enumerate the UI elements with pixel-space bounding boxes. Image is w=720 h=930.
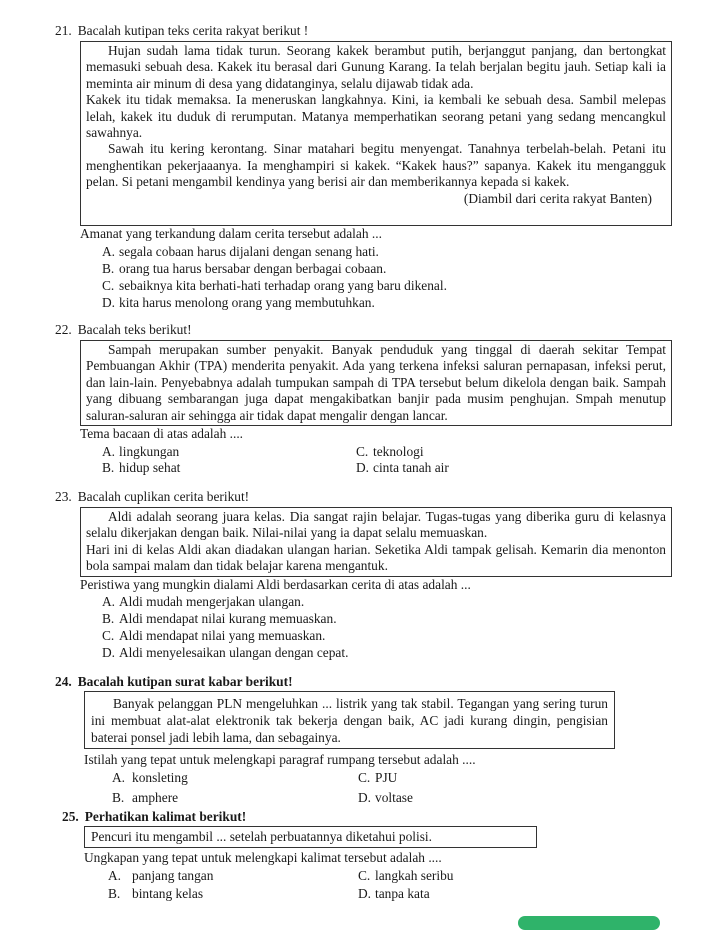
option-text: kita harus menolong orang yang membutuhkan. <box>119 295 375 310</box>
question-21-title <box>55 23 308 39</box>
option-c[interactable] <box>358 868 453 884</box>
question-21-stem: Amanat yang terkandung dalam cerita tersebut adalah ... <box>80 226 382 241</box>
option-letter: C. <box>356 444 369 459</box>
question-number: 21. <box>55 23 72 38</box>
option-text: Aldi mudah mengerjakan ulangan. <box>119 594 305 609</box>
option-text: sebaiknya kita berhati-hati terhadap orang yang baru dikenal. <box>119 278 447 293</box>
story-excerpt-box <box>80 41 672 226</box>
option-letter: B. <box>102 611 115 626</box>
option-text: konsleting <box>132 770 188 785</box>
option-letter: B. <box>108 886 121 901</box>
question-instruction: Bacalah kutipan surat kabar berikut! <box>77 674 293 689</box>
option-b[interactable] <box>108 886 203 902</box>
news-paragraph: Banyak pelanggan PLN mengeluhkan ... listrik yang tak stabil. Tegangan yang sering turun ini membuat alat-alat elektronik tak bekerja dengan baik, AC jadi kurang dingin, pengisian baterai ponsel jadi lebih lama, dan sebagainya. <box>91 696 608 745</box>
sentence-box <box>84 826 537 848</box>
news-excerpt-box <box>84 691 615 749</box>
option-b[interactable] <box>102 611 337 627</box>
option-letter: B. <box>112 790 125 805</box>
story-paragraph: Hujan sudah lama tidak turun. Seorang kakek berambut putih, berjanggut panjang, dan bertongkat memasuki sebuah desa. Kakek itu berasal dari Gunung Karang. Ia telah berjalan begitu jauh. Setiap kali ia meminta air minum di desa yang didatanginya, selalu dijawab tidak ada. <box>86 43 666 91</box>
option-c[interactable] <box>102 278 447 294</box>
question-23-stem: Peristiwa yang mungkin dialami Aldi berdasarkan cerita di atas adalah ... <box>80 577 471 592</box>
question-instruction: Bacalah cuplikan cerita berikut! <box>77 489 250 504</box>
option-letter: C. <box>358 770 371 785</box>
question-25-stem: Ungkapan yang tepat untuk melengkapi kalimat tersebut adalah .... <box>84 850 442 865</box>
option-c[interactable] <box>358 770 397 786</box>
option-letter: A. <box>102 444 116 459</box>
question-number: 23. <box>55 489 72 504</box>
option-a[interactable] <box>102 594 304 610</box>
option-letter: A. <box>108 868 122 883</box>
option-a[interactable] <box>102 444 179 460</box>
option-text: Aldi menyelesaikan ulangan dengan cepat. <box>119 645 349 660</box>
question-22-stem: Tema bacaan di atas adalah .... <box>80 426 244 441</box>
option-a[interactable] <box>112 770 188 786</box>
option-letter: B. <box>102 460 115 475</box>
option-text: segala cobaan harus dijalani dengan senang hati. <box>119 244 379 259</box>
option-d[interactable] <box>356 460 449 476</box>
question-24-title <box>55 674 293 690</box>
option-text: Aldi mendapat nilai yang memuaskan. <box>119 628 326 643</box>
story-paragraph: Hari ini di kelas Aldi akan diadakan ulangan harian. Seketika Aldi tampak gelisah. Kemarin dia menonton bola sampai malam dan tidak belajar karena mengantuk. <box>86 541 666 574</box>
footer-accent-bar <box>518 916 660 930</box>
option-text: bintang kelas <box>132 886 204 901</box>
question-22-title <box>55 322 192 338</box>
option-c[interactable] <box>356 444 424 460</box>
option-letter: D. <box>358 886 372 901</box>
question-25-title <box>62 809 246 825</box>
option-d[interactable] <box>102 295 375 311</box>
question-24-stem: Istilah yang tepat untuk melengkapi paragraf rumpang tersebut adalah .... <box>84 752 476 767</box>
option-letter: C. <box>102 628 115 643</box>
story-excerpt-box <box>80 507 672 577</box>
option-letter: D. <box>358 790 372 805</box>
option-text: cinta tanah air <box>373 460 449 475</box>
question-number: 24. <box>55 674 72 689</box>
option-text: panjang tangan <box>132 868 214 883</box>
story-paragraph: Sawah itu kering kerontang. Sinar matahari begitu menyengat. Tanahnya terbelah-belah. Petani itu menghentikan pekerjaaanya. Ia menghampiri si kakek. “Kakek haus?” sapanya. Kakek itu mengangguk pelan. Si petani mengambil kendinya yang berisi air dan memberikannya kepada si kakek. <box>86 141 666 190</box>
option-text: teknologi <box>373 444 424 459</box>
question-number: 22. <box>55 322 72 337</box>
text-paragraph: Sampah merupakan sumber penyakit. Banyak penduduk yang tinggal di daerah sekitar Tempat Pembuangan Akhir (TPA) menderita penyakit. Ada yang terkena infeksi saluran pernapasan, infeksi perut, dan lain-lain. Penyebabnya adalah tumpukan sampah di TPA tersebut belum dikelola dengan baik. Sampah yang dibuang sembarangan juga dapat mengakibatkan banjir pada musim penghujan. Smpah menutup saluran-saluran air sehingga air tidak dapat mengalir dengan lancar. <box>86 342 666 423</box>
story-source: (Diambil dari cerita rakyat Banten) <box>463 190 652 206</box>
option-text: amphere <box>132 790 179 805</box>
option-d[interactable] <box>102 645 348 661</box>
question-23-title <box>55 489 249 505</box>
option-d[interactable] <box>358 886 430 902</box>
question-number: 25. <box>62 809 79 824</box>
option-text: lingkungan <box>119 444 180 459</box>
sentence-text: Pencuri itu mengambil ... setelah perbuatannya diketahui polisi. <box>91 829 433 844</box>
option-a[interactable] <box>102 244 379 260</box>
question-instruction: Perhatikan kalimat berikut! <box>84 809 247 824</box>
question-instruction: Bacalah teks berikut! <box>77 322 192 337</box>
story-paragraph: Kakek itu tidak memaksa. Ia meneruskan langkahnya. Kini, ia kembali ke sebuah desa. Sambil melepas lelah, kakek itu duduk di rerumputan. Matanya memperhatikan seorang petani yang sedang mencangkul sawahnya. <box>86 92 666 141</box>
option-letter: D. <box>356 460 370 475</box>
option-letter: D. <box>102 645 116 660</box>
option-letter: A. <box>102 244 116 259</box>
option-text: voltase <box>375 790 413 805</box>
option-b[interactable] <box>102 460 180 476</box>
text-excerpt-box <box>80 340 672 426</box>
story-paragraph: Aldi adalah seorang juara kelas. Dia sangat rajin belajar. Tugas-tugas yang diberika guru di kelasnya selalu dikerjakan dengan baik. Nilai-nilai yang ia dapat selalu memuaskan. <box>86 509 666 541</box>
option-b[interactable] <box>102 261 386 277</box>
option-c[interactable] <box>102 628 325 644</box>
option-letter: A. <box>102 594 116 609</box>
option-letter: C. <box>102 278 115 293</box>
option-a[interactable] <box>108 868 213 884</box>
option-text: Aldi mendapat nilai kurang memuaskan. <box>119 611 337 626</box>
option-text: tanpa kata <box>375 886 430 901</box>
option-text: PJU <box>375 770 398 785</box>
option-b[interactable] <box>112 790 178 806</box>
option-letter: A. <box>112 770 126 785</box>
question-instruction: Bacalah kutipan teks cerita rakyat berikut ! <box>77 23 309 38</box>
option-letter: D. <box>102 295 116 310</box>
option-text: orang tua harus bersabar dengan berbagai cobaan. <box>119 261 387 276</box>
option-letter: B. <box>102 261 115 276</box>
option-text: hidup sehat <box>119 460 181 475</box>
option-text: langkah seribu <box>375 868 454 883</box>
option-d[interactable] <box>358 790 413 806</box>
option-letter: C. <box>358 868 371 883</box>
